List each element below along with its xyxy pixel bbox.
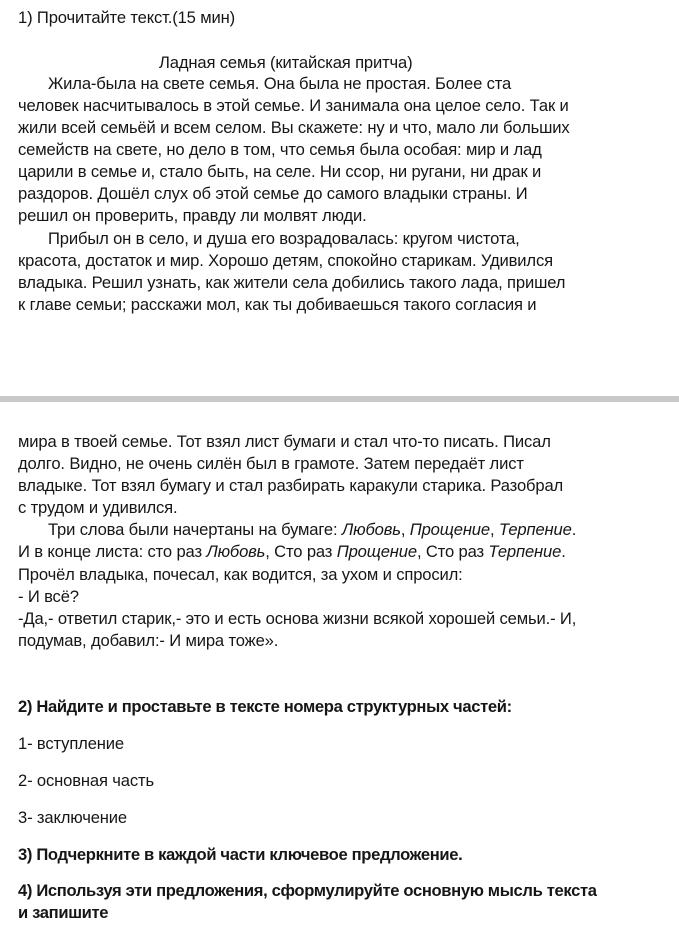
story-title: Ладная семья (китайская притча)	[159, 53, 413, 72]
story-line: раздоров. Дошёл слух об этой семье до самого владыки страны. И	[18, 184, 528, 203]
task4-heading-cont: и запишите	[18, 903, 109, 922]
story-line: мира в твоей семье. Тот взял лист бумаги и стал что-то писать. Писал	[18, 432, 551, 451]
structure-item: 1- вступление	[18, 734, 124, 753]
three-words-intro: Три слова были начертаны на бумаге:	[48, 520, 342, 539]
story-line: красота, достаток и мир. Хорошо детям, спокойно старикам. Удивился	[18, 251, 553, 270]
end-of-sheet-line	[18, 541, 566, 563]
three-words-line	[48, 519, 576, 541]
story-line: Жила-была на свете семья. Она была не простая. Более ста	[48, 74, 512, 93]
word-forgiveness: Прощение	[409, 520, 490, 539]
story-line: владыка. Решил узнать, как жители села добились такого лада, пришел	[18, 273, 566, 292]
story-line: семейств на свете, но дело в том, что семья была особая: мир и лад	[18, 140, 542, 159]
story-line: решил он проверить, правду ли молвят люди.	[18, 206, 367, 225]
structure-item: 3- заключение	[18, 808, 127, 827]
story-line: - И всё?	[18, 587, 79, 606]
end-of-sheet-text: , Сто раз	[265, 542, 337, 561]
period: .	[561, 542, 566, 561]
page-top	[0, 0, 679, 396]
structure-item: 2- основная часть	[18, 771, 154, 790]
end-of-sheet-text: , Сто раз	[416, 542, 489, 561]
period: .	[571, 520, 577, 539]
story-line: Прочёл владыка, почесал, как водится, за ухом и спросил:	[18, 565, 463, 584]
word-patience: Терпение	[498, 520, 572, 539]
story-line: царили в семье и, стало быть, на селе. Ни ссор, ни ругани, ни драк и	[18, 162, 542, 181]
story-line: владыке. Тот взял бумагу и стал разбирать каракули старика. Разобрал	[18, 476, 564, 495]
task3-heading: 3) Подчеркните в каждой части ключевое предложение.	[18, 845, 463, 864]
word-forgiveness: Прощение	[336, 542, 417, 561]
task4-heading: 4) Используя эти предложения, сформулируйте основную мысль текста	[18, 881, 597, 900]
task1-heading: 1) Прочитайте текст.(15 мин)	[18, 8, 235, 27]
story-line: человек насчитывалось в этой семье. И занимала она целое село. Так и	[18, 96, 569, 115]
task2-heading: 2) Найдите и проставьте в тексте номера структурных частей:	[18, 697, 512, 716]
separator: ,	[489, 520, 499, 539]
story-line: подумав, добавил:- И мира тоже».	[18, 631, 279, 650]
story-line: жили всей семьёй и всем селом. Вы скажете: ну и что, мало ли больших	[18, 118, 570, 137]
word-love: Любовь	[341, 520, 401, 539]
word-love: Любовь	[206, 542, 266, 561]
story-line: с трудом и удивился.	[18, 498, 178, 517]
word-patience: Терпение	[488, 542, 562, 561]
story-line: -Да,- ответил старик,- это и есть основа жизни всякой хорошей семьи.- И,	[18, 609, 577, 628]
story-line: к главе семьи; расскажи мол, как ты добиваешься такого согласия и	[18, 295, 537, 314]
separator: ,	[400, 520, 410, 539]
story-line: Прибыл он в село, и душа его возрадовалась: кругом чистота,	[48, 229, 520, 248]
story-line: долго. Видно, не очень силён был в грамоте. Затем передаёт лист	[18, 454, 524, 473]
end-of-sheet-text: И в конце листа: сто раз	[18, 542, 207, 561]
